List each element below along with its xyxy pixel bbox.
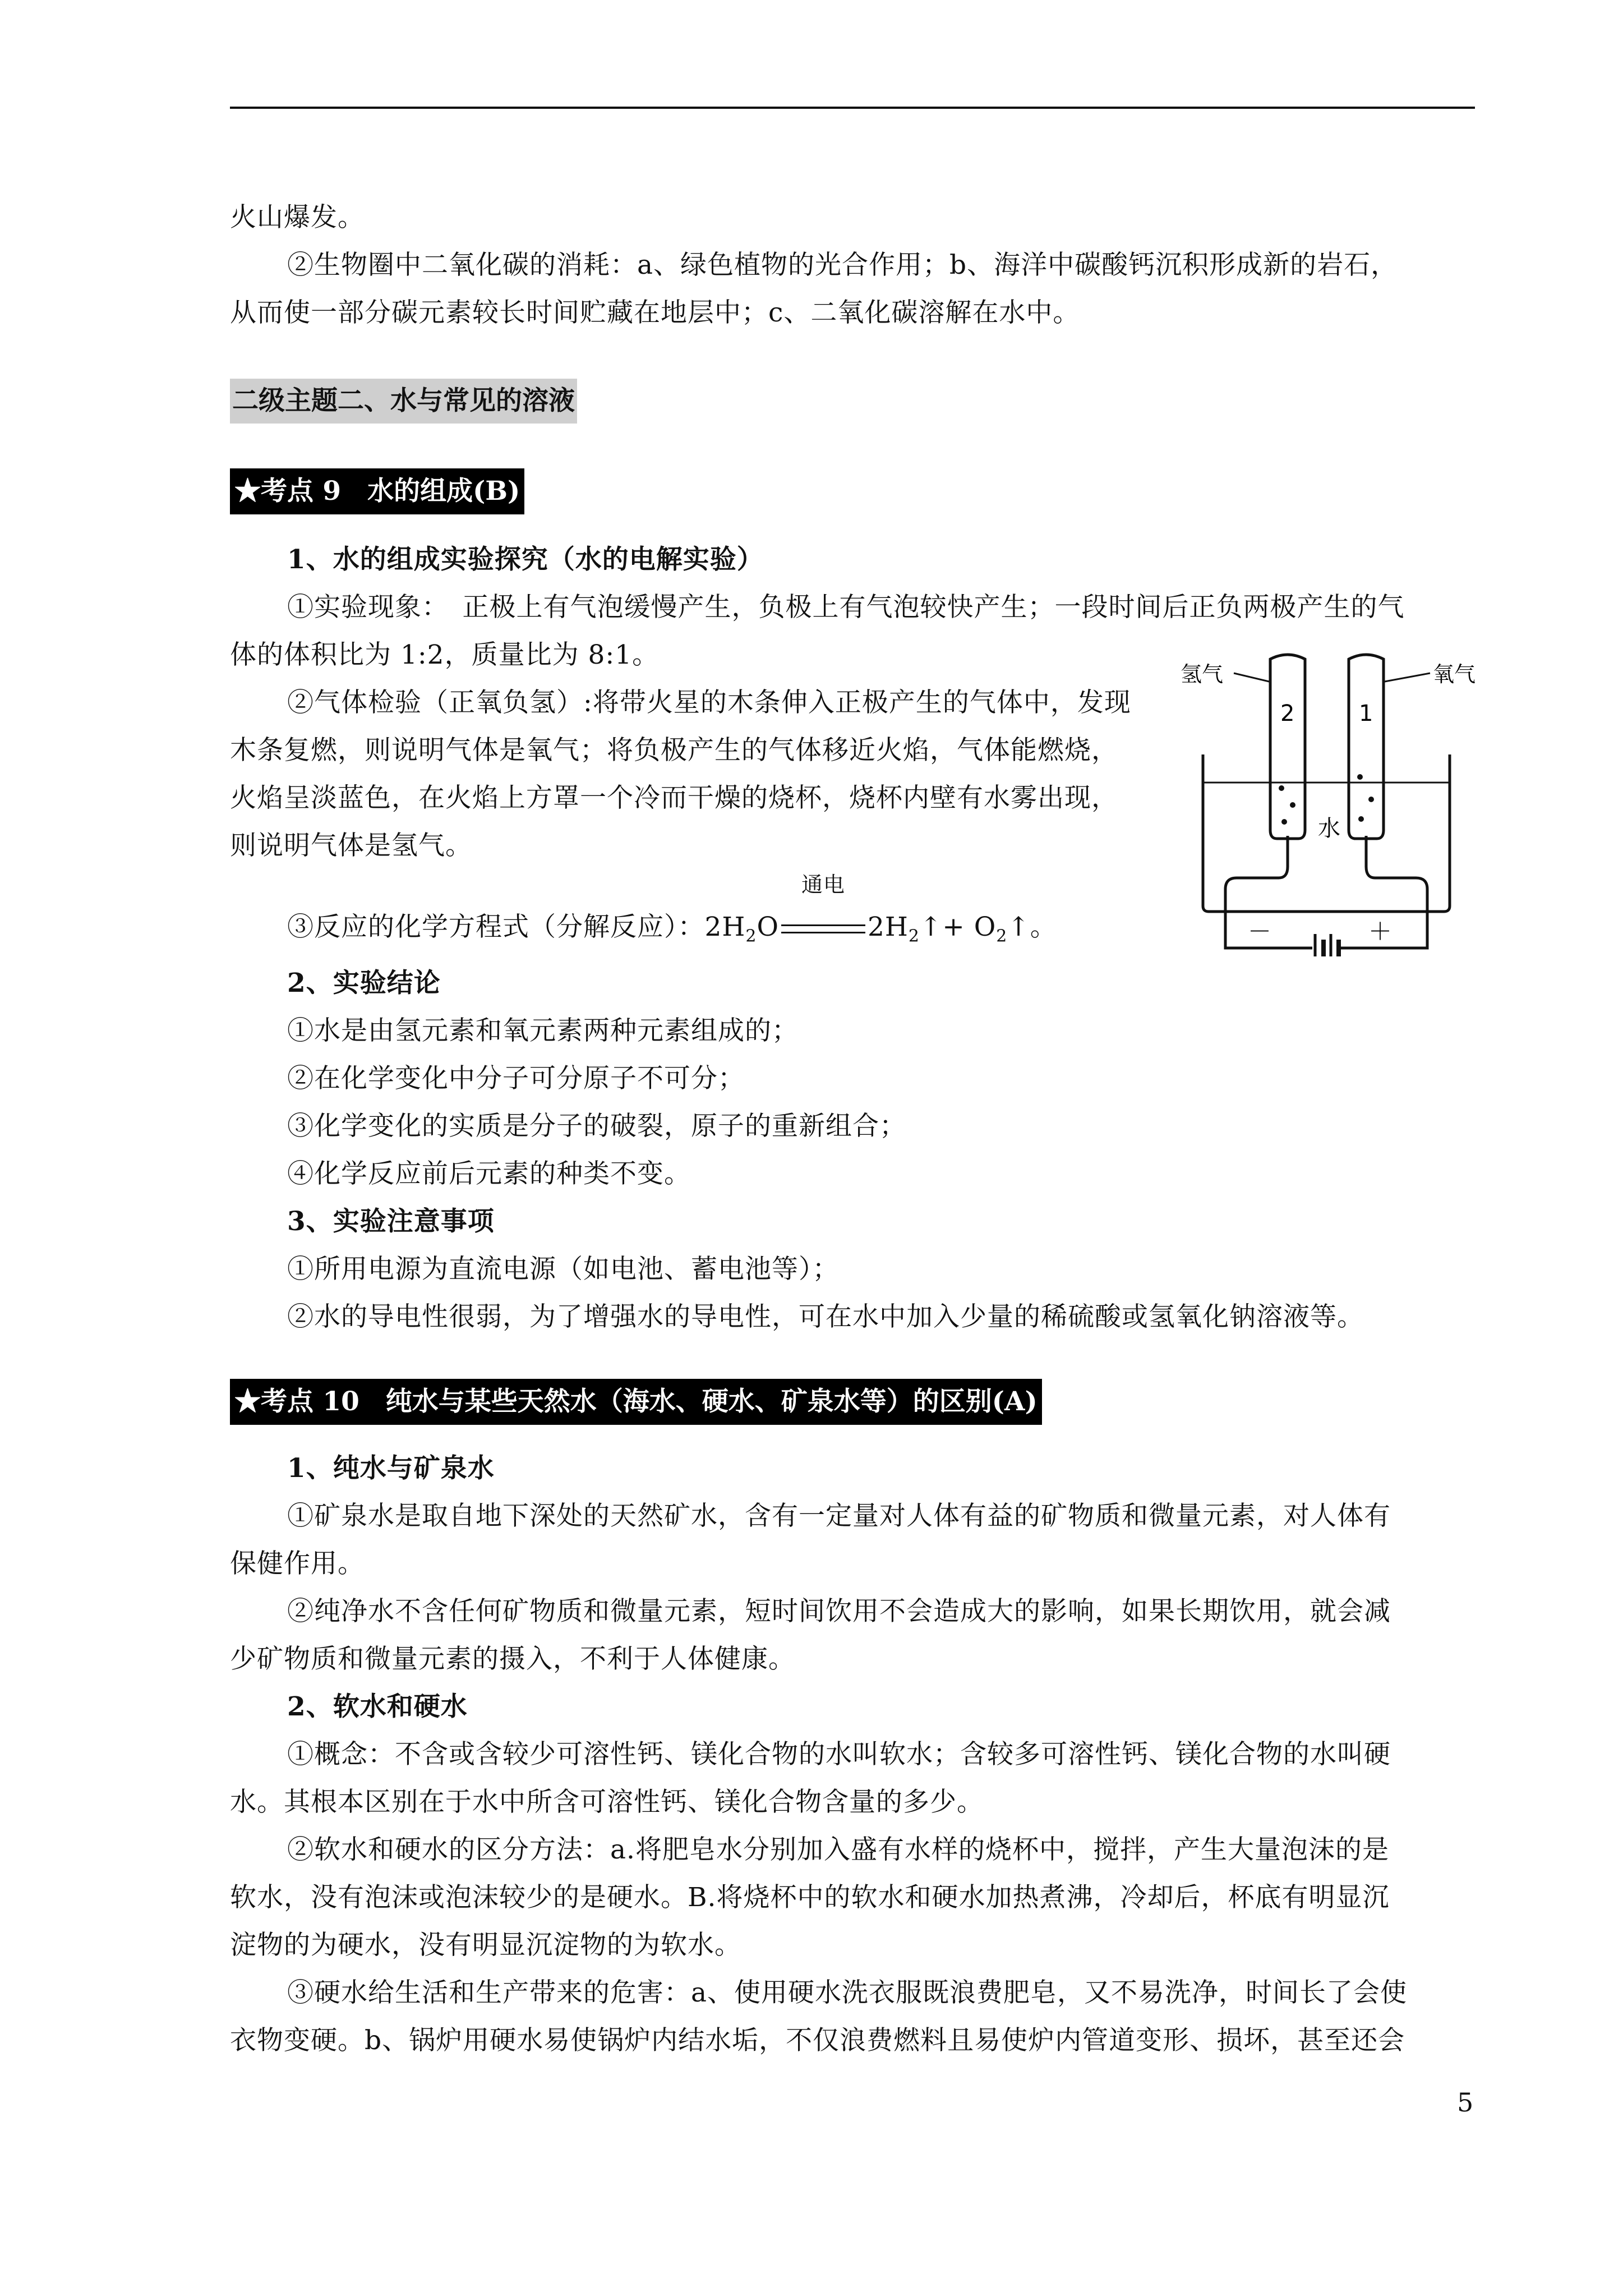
o2-label: 氧气 <box>1433 662 1476 687</box>
kd10-mineral-water-line-1: ①矿泉水是取自地下深处的天然矿水，含有一定量对人体有益的矿物质和微量元素，对人体有 <box>287 1501 1391 1531</box>
left-tube <box>1270 655 1305 839</box>
kd10-concept-line-1: ①概念：不含或含较少可溶性钙、镁化合物的水叫软水；含较多可溶性钙、镁化合物的水叫硬 <box>287 1739 1391 1770</box>
negative-terminal-label: － <box>1248 918 1272 945</box>
electrolysis-apparatus-figure <box>1181 642 1489 956</box>
equation-product-o2: ↑+ O <box>920 912 997 942</box>
kd10-method-line-1: ②软水和硬水的区分方法：a.将肥皂水分别加入盛有水样的烧杯中，搅拌，产生大量泡沫的是 <box>287 1834 1389 1865</box>
equation-product-h2: 2H <box>868 912 909 942</box>
kd9-conclusion-2: ②在化学变化中分子可分原子不可分； <box>287 1063 745 1094</box>
left-tube-number: 2 <box>1280 701 1295 726</box>
h2-leader-line <box>1234 673 1269 682</box>
bubble <box>1279 785 1284 791</box>
bubble <box>1368 797 1374 802</box>
equation-prefix: ③反应的化学方程式（分解反应）：2H <box>287 912 746 942</box>
kd10-mineral-water-line-2: 保健作用。 <box>230 1548 365 1579</box>
equals-sign-icon <box>781 924 865 933</box>
intro-paragraph-2-line-1: ②生物圈中二氧化碳的消耗：a、绿色植物的光合作用；b、海洋中碳酸钙沉积形成新的岩石， <box>287 250 1398 280</box>
kd10-harm-line-1: ③硬水给生活和生产带来的危害：a、使用硬水洗衣服既浪费肥皂，又不易洗净，时间长了会使 <box>287 1977 1408 2008</box>
equation-subscript: 2 <box>745 926 757 946</box>
kd10-pure-water-line-2: 少矿物质和微量元素的摄入，不利于人体健康。 <box>230 1644 795 1674</box>
positive-terminal-label: ＋ <box>1368 918 1393 945</box>
kd9-gas-test-line-2: 木条复燃，则说明气体是氧气；将负极产生的气体移近火焰，气体能燃烧， <box>230 735 1118 766</box>
kd9-gas-test-line-1: ②气体检验（正氧负氢）:将带火星的木条伸入正极产生的气体中，发现 <box>287 687 1131 718</box>
kd9-subheading-1: 1、水的组成实验探究（水的电解实验） <box>287 544 764 575</box>
equation-subscript: 2 <box>996 926 1008 946</box>
kd9-phenomenon-line-2: 体的体积比为 1:2，质量比为 8:1。 <box>230 639 660 670</box>
kd9-conclusion-3: ③化学变化的实质是分子的破裂，原子的重新组合； <box>287 1111 906 1142</box>
o2-leader-line <box>1385 673 1430 682</box>
kd9-equation <box>287 872 1057 960</box>
kd10-method-line-3: 淀物的为硬水，没有明显沉淀物的为软水。 <box>230 1930 741 1961</box>
kd10-subheading-2: 2、软水和硬水 <box>287 1691 468 1722</box>
kd9-phenomenon-line-1: ①实验现象： 正极上有气泡缓慢产生，负极上有气泡较快产生；一段时间后正负两极产生的气 <box>287 592 1405 623</box>
intro-paragraph-2-line-2: 从而使一部分碳元素较长时间贮藏在地层中；c、二氧化碳溶解在水中。 <box>230 297 1080 328</box>
bubble <box>1290 802 1295 808</box>
header-rule <box>230 107 1475 109</box>
bubble <box>1281 819 1287 825</box>
right-tube <box>1349 655 1384 839</box>
bubble <box>1357 774 1363 780</box>
right-tube-number: 1 <box>1359 701 1373 726</box>
kd9-subheading-2: 2、实验结论 <box>287 968 441 999</box>
kd9-heading: ★考点 9 水的组成(B) <box>230 468 524 514</box>
kd10-heading: ★考点 10 纯水与某些天然水（海水、硬水、矿泉水等）的区别(A) <box>230 1379 1042 1425</box>
kd10-concept-line-2: 水。其根本区别在于水中所含可溶性钙、镁化合物含量的多少。 <box>230 1787 984 1818</box>
h2-label: 氢气 <box>1181 662 1224 687</box>
equation-end: ↑。 <box>1007 912 1057 942</box>
bubble <box>1358 816 1364 822</box>
equation-subscript: 2 <box>908 926 920 946</box>
section-heading: 二级主题二、水与常见的溶液 <box>230 379 577 424</box>
kd9-note-1: ①所用电源为直流电源（如电池、蓄电池等）； <box>287 1254 840 1285</box>
kd9-gas-test-line-3: 火焰呈淡蓝色，在火焰上方罩一个冷而干燥的烧杯，烧杯内壁有水雾出现， <box>230 783 1118 813</box>
kd10-pure-water-line-1: ②纯净水不含任何矿物质和微量元素，短时间饮用不会造成大的影响，如果长期饮用，就会减 <box>287 1596 1391 1627</box>
page-number: 5 <box>1457 2087 1474 2118</box>
equation-condition: 通电 <box>801 872 846 897</box>
intro-line-1: 火山爆发。 <box>230 202 365 233</box>
kd9-note-2: ②水的导电性很弱，为了增强水的导电性，可在水中加入少量的稀硫酸或氢氧化钠溶液等。 <box>287 1301 1364 1332</box>
kd10-method-line-2: 软水，没有泡沫或泡沫较少的是硬水。B.将烧杯中的软水和硬水加热煮沸，冷却后，杯底有明显沉 <box>230 1882 1390 1913</box>
equation-arrow <box>779 872 868 951</box>
kd9-conclusion-1: ①水是由氢元素和氧元素两种元素组成的； <box>287 1015 799 1046</box>
kd10-harm-line-2: 衣物变硬。b、锅炉用硬水易使锅炉内结水垢，不仅浪费燃料且易使炉内管道变形、损坏，甚至还会 <box>230 2025 1405 2056</box>
kd9-subheading-3: 3、实验注意事项 <box>287 1206 495 1237</box>
water-label: 水 <box>1318 816 1340 841</box>
kd9-gas-test-line-4: 则说明气体是氢气。 <box>230 830 472 861</box>
kd10-subheading-1: 1、纯水与矿泉水 <box>287 1453 495 1484</box>
kd9-conclusion-4: ④化学反应前后元素的种类不变。 <box>287 1158 691 1189</box>
equation-oxygen: O <box>757 912 780 942</box>
